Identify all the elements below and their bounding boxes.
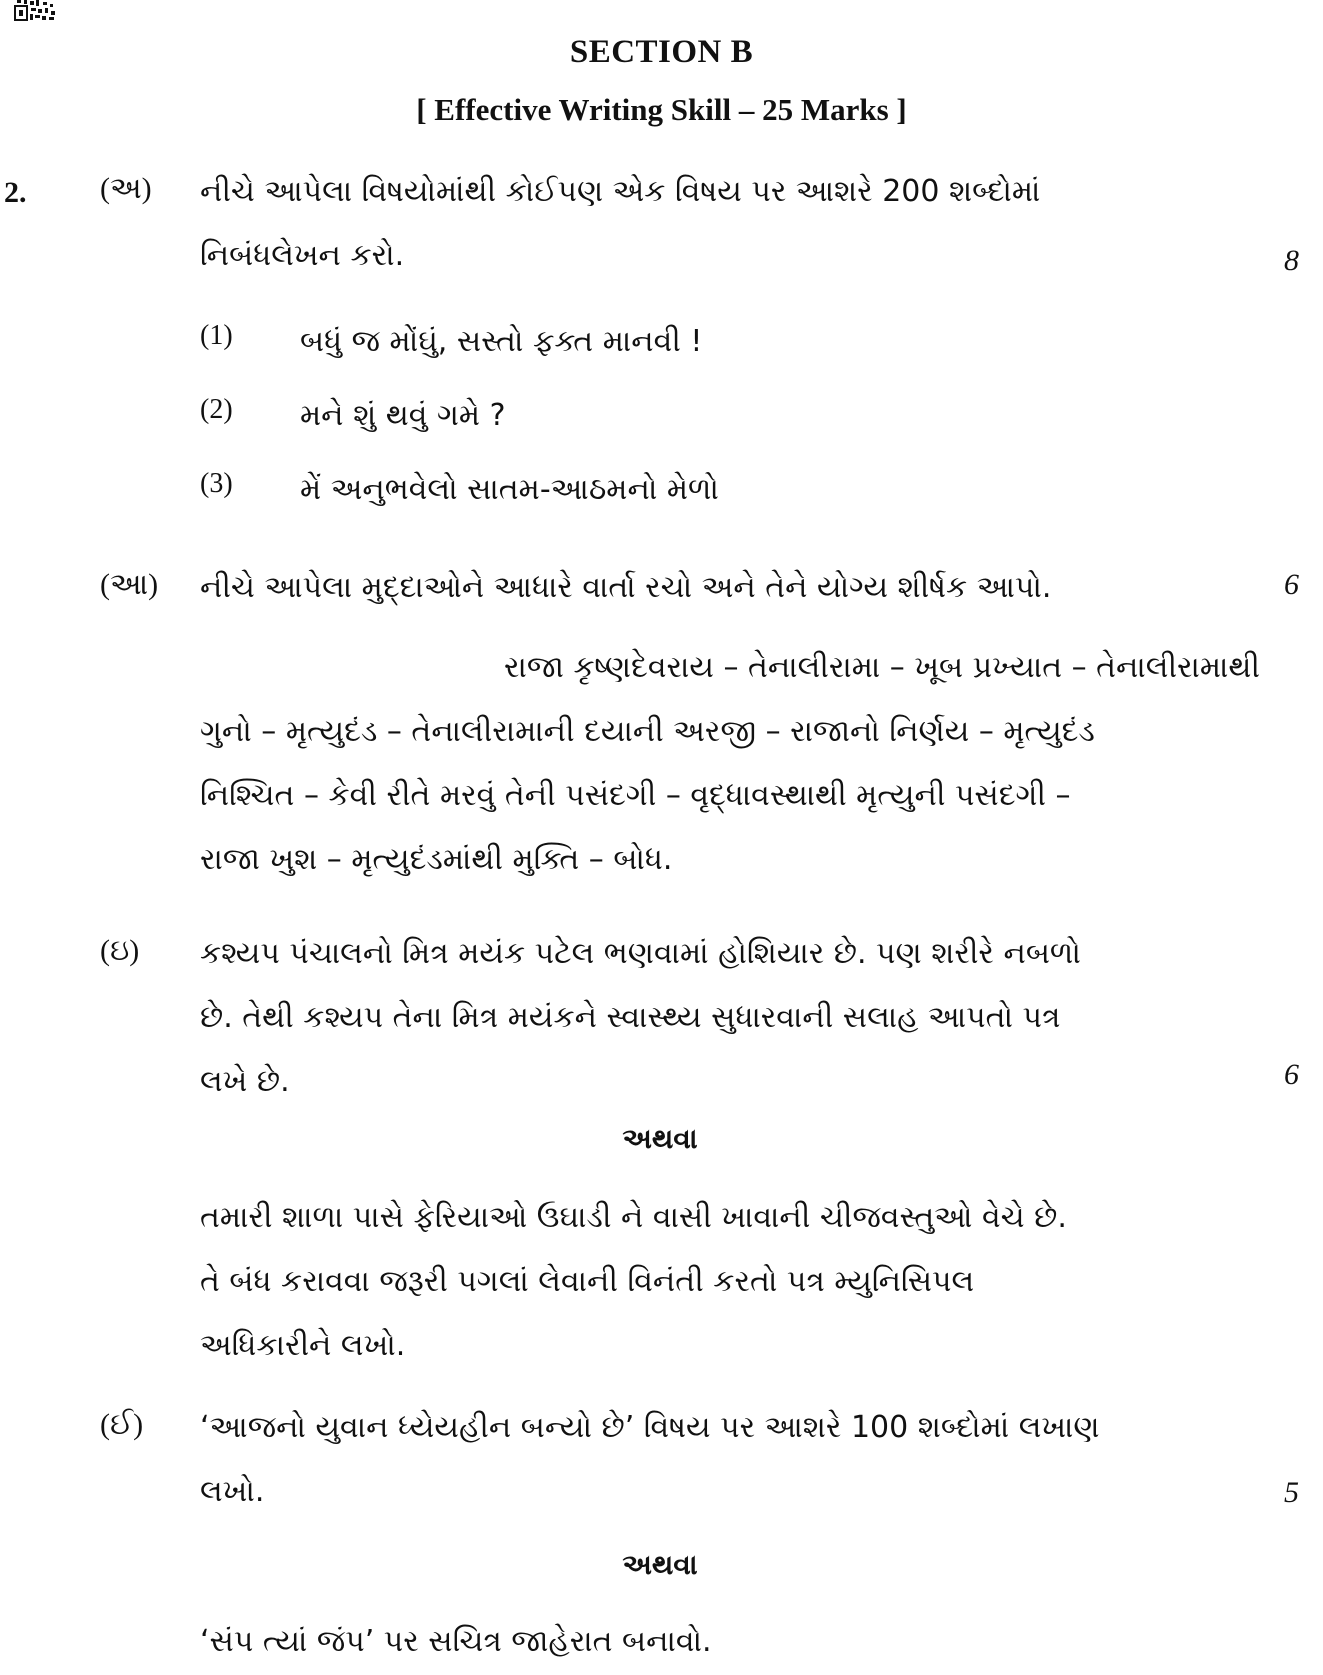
part-a-option-2-text: મને શું થવું ગમે ? xyxy=(300,398,506,433)
part-a-line-1: નીચે આપેલા વિષયોમાંથી કોઈપણ એક વિષય પર આશરે 200 શબ્દોમાં xyxy=(200,174,1041,209)
part-a-option-3 xyxy=(200,468,233,500)
or-divider: અથવા xyxy=(622,1122,698,1155)
part-a-label: (અ) xyxy=(100,172,152,205)
option-number: (3) xyxy=(200,468,233,499)
section-subtitle: [ Effective Writing Skill – 25 Marks ] xyxy=(416,92,907,127)
points-line-1: રાજા કૃષ્ણદેવરાય – તેનાલીરામા – ખૂબ પ્રખ્યાત – તેનાલીરામાથી xyxy=(504,650,1260,685)
alt-line-1: તમારી શાળા પાસે ફેરિયાઓ ઉઘાડી ને વાસી ખાવાની ચીજવસ્તુઓ વેચે છે. xyxy=(200,1200,1067,1235)
part-ii-text xyxy=(200,1396,1260,1524)
part-a-option-1-text: બધું જ મોંઘું, સસ્તો ફક્ત માનવી ! xyxy=(300,324,703,359)
part-i-marks: 6 xyxy=(1284,1058,1299,1091)
part-ii-alternative: ‘સંપ ત્યાં જંપ’ પર સચિત્ર જાહેરાત બનાવો. xyxy=(200,1624,712,1659)
points-line-2: ગુનો – મૃત્યુદંડ – તેનાલીરામાની દયાની અરજી – રાજાનો નિર્ણય – મૃત્યુદંડ xyxy=(200,714,1095,749)
part-ii-marks: 5 xyxy=(1284,1476,1299,1509)
part-a-marks: 8 xyxy=(1284,244,1299,277)
part-ii-label: (ઈ) xyxy=(100,1408,144,1441)
alt-line-3: અધિકારીને લખો. xyxy=(200,1328,406,1363)
part-i-label: (ઇ) xyxy=(100,934,140,967)
part-i-line-2: છે. તેથી કશ્યપ તેના મિત્ર મયંકને સ્વાસ્થ્ય સુધારવાની સલાહ આપતો પત્ર xyxy=(200,1000,1061,1035)
section-title: SECTION B xyxy=(569,34,754,70)
option-number: (1) xyxy=(200,320,233,351)
points-line-4: રાજા ખુશ – મૃત્યુદંડમાંથી મુક્તિ – બોધ. xyxy=(200,842,673,877)
part-ii-line-1: ‘આજનો યુવાન ધ્યેયહીન બન્યો છે’ વિષય પર આશરે 100 શબ્દોમાં લખાણ xyxy=(200,1410,1100,1445)
part-aa-points xyxy=(200,636,1260,892)
or-divider: અથવા xyxy=(622,1548,698,1581)
part-i-text xyxy=(200,922,1260,1114)
qr-code xyxy=(14,0,60,22)
part-i-alternative xyxy=(200,1186,1260,1378)
part-aa-instruction: નીચે આપેલા મુદ્દાઓને આધારે વાર્તા રચો અને તેને યોગ્ય શીર્ષક આપો. xyxy=(200,570,1052,605)
question-number: 2. xyxy=(4,176,27,209)
part-a-line-2: નિબંધલેખન કરો. xyxy=(200,238,405,273)
alt-line-2: તે બંધ કરાવવા જરૂરી પગલાં લેવાની વિનંતી કરતો પત્ર મ્યુનિસિપલ xyxy=(200,1264,975,1299)
part-i-line-3: લખે છે. xyxy=(200,1064,290,1099)
qr-code-icon xyxy=(14,0,60,22)
part-ii-line-2: લખો. xyxy=(200,1474,265,1509)
part-a-option-3-text: મેં અનુભવેલો સાતમ-આઠમનો મેળો xyxy=(300,472,719,507)
part-aa-label: (આ) xyxy=(100,568,159,601)
part-i-line-1: કશ્યપ પંચાલનો મિત્ર મયંક પટેલ ભણવામાં હોશિયાર છે. પણ શરીરે નબળો xyxy=(200,936,1081,971)
part-a-option-2 xyxy=(200,394,233,426)
part-a-option-1 xyxy=(200,320,233,352)
part-a-instruction xyxy=(200,160,1260,288)
points-line-3: નિશ્ચિત – કેવી રીતે મરવું તેની પસંદગી – વૃદ્ધાવસ્થાથી મૃત્યુની પસંદગી – xyxy=(200,778,1071,813)
part-aa-marks: 6 xyxy=(1284,568,1299,601)
option-number: (2) xyxy=(200,394,233,425)
